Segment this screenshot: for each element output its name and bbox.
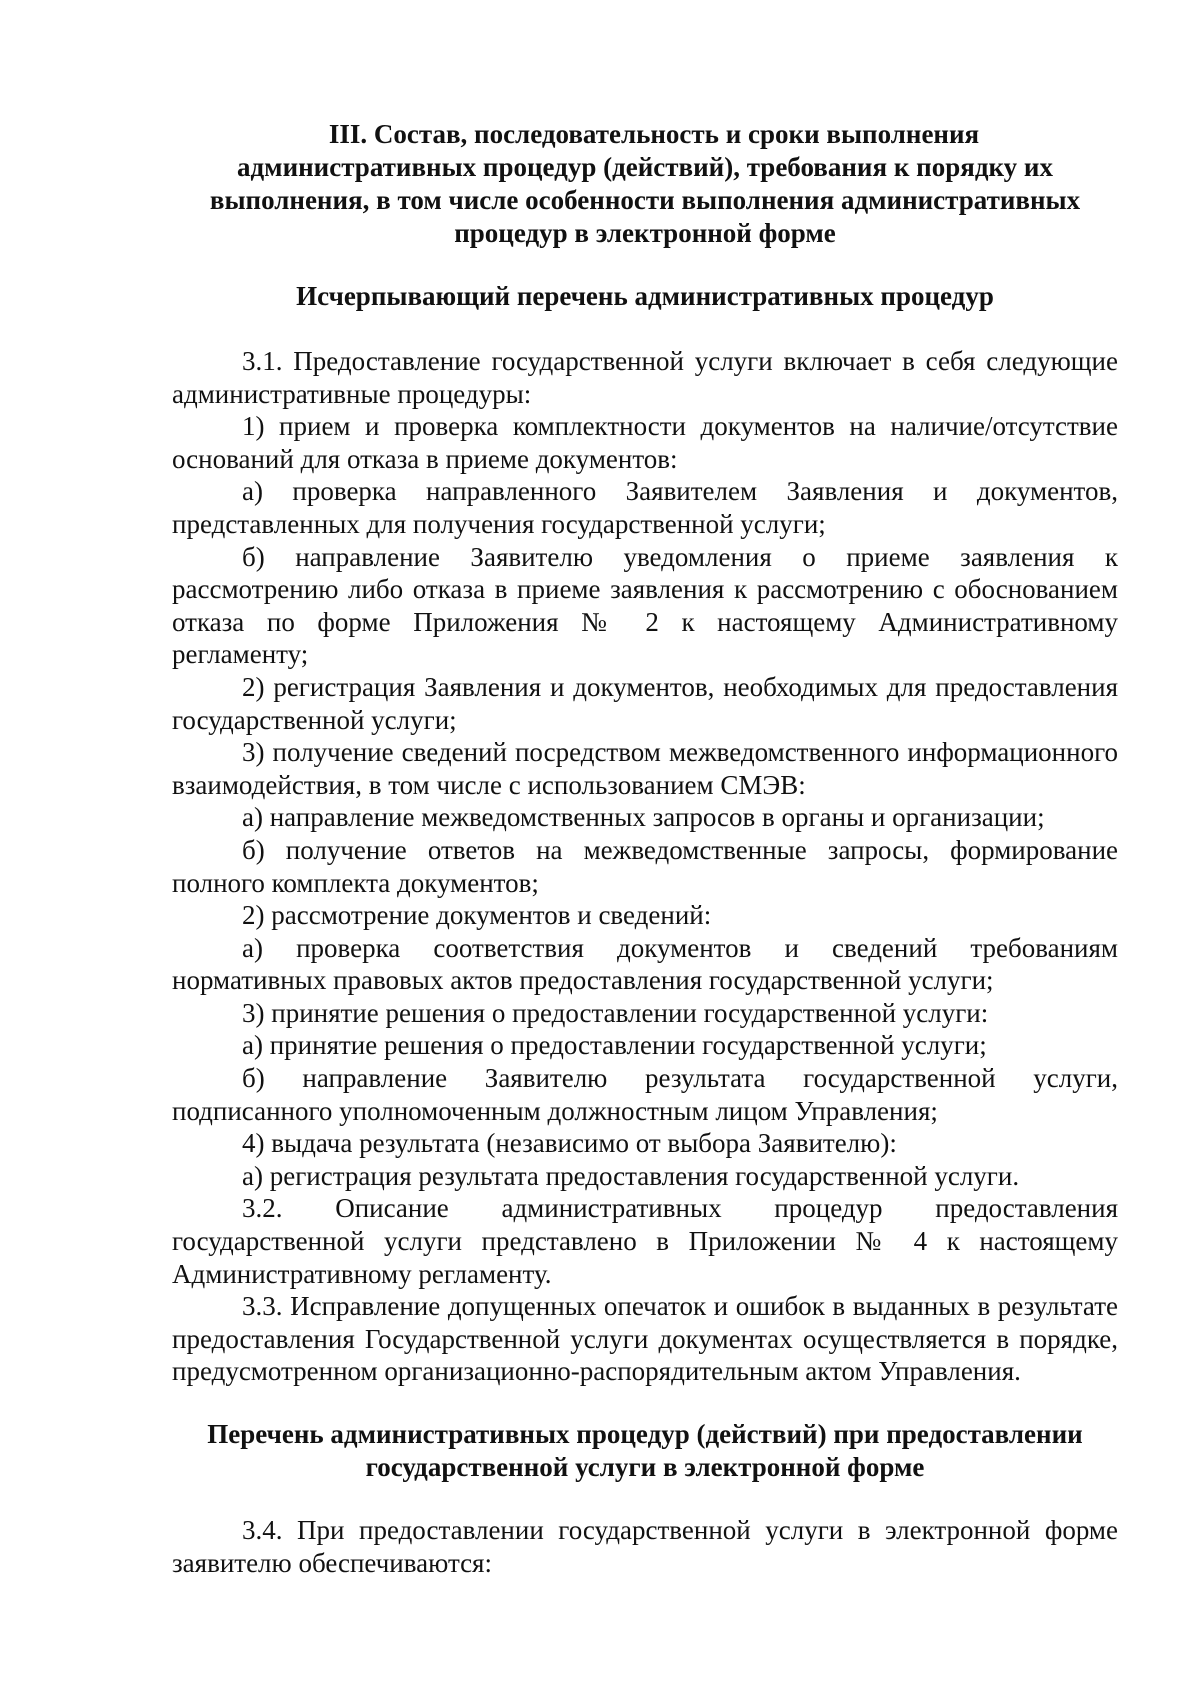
paragraphs-group-2 xyxy=(172,1514,1118,1579)
paragraph: 4) выдача результата (независимо от выбора Заявителю): xyxy=(242,1128,897,1159)
paragraph: 3) принятие решения о предоставлении государственной услуги: xyxy=(242,997,989,1028)
paragraph: 3.2. Описание административных процедур предоставления государственной услуги представлено в Приложении № 4 к настоящему Административному регламенту. xyxy=(172,1193,1118,1289)
paragraph: б) получение ответов на межведомственные запросы, формирование полного комплекта документов; xyxy=(172,834,1118,898)
paragraph: 2) регистрация Заявления и документов, необходимых для предоставления государственной услуги; xyxy=(172,671,1118,735)
paragraph: 1) прием и проверка комплектности документов на наличие/отсутствие оснований для отказа в приеме документов: xyxy=(172,411,1118,474)
paragraph: а) регистрация результата предоставления государственной услуги. xyxy=(242,1160,1020,1191)
section-heading-line: процедур в электронной форме xyxy=(454,218,836,248)
section-heading-line: III. Состав, последовательность и сроки выполнения xyxy=(328,119,980,149)
subheading-line: государственной услуги в электронной форме xyxy=(365,1452,925,1482)
paragraphs-group-1 xyxy=(172,345,1118,1388)
paragraph: 2) рассмотрение документов и сведений: xyxy=(242,900,712,931)
paragraph: 3.4. При предоставлении государственной услуги в электронной форме заявителю обеспечиваются: xyxy=(172,1515,1118,1578)
paragraph: 3) получение сведений посредством межведомственного информационного взаимодействия, в том числе с использованием СМЭВ: xyxy=(172,737,1118,800)
paragraph: б) направление Заявителю уведомления о приеме заявления к рассмотрению либо отказа в приеме заявления к рассмотрению с обоснованием отказа по форме Приложения № 2 к настоящему Административному регламенту; xyxy=(172,541,1118,670)
section-heading-line: выполнения, в том числе особенности выполнения административных xyxy=(209,185,1081,215)
paragraph: 3.1. Предоставление государственной услуги включает в себя следующие административные процедуры: xyxy=(172,346,1118,409)
document-page xyxy=(172,118,1118,1579)
paragraph: а) проверка направленного Заявителем Заявления и документов, представленных для получения государственной услуги; xyxy=(172,476,1118,539)
paragraph: б) направление Заявителю результата государственной услуги, подписанного уполномоченным должностным лицом Управления; xyxy=(172,1063,1118,1126)
subheading-procedures-list: Исчерпывающий перечень административных процедур xyxy=(296,281,994,311)
section-heading xyxy=(172,118,1118,250)
subheading-electronic-procedures xyxy=(172,1418,1118,1484)
paragraph: а) направление межведомственных запросов в органы и организации; xyxy=(242,802,1045,833)
paragraph: 3.3. Исправление допущенных опечаток и ошибок в выданных в результате предоставления Государственной услуги документах осуществляется в порядке, предусмотренном организационно-распорядительным актом Управления. xyxy=(172,1291,1118,1387)
paragraph: а) проверка соответствия документов и сведений требованиям нормативных правовых актов предоставления государственной услуги; xyxy=(172,932,1118,996)
section-heading-line: административных процедур (действий), требования к порядку их xyxy=(237,152,1053,182)
paragraph: а) принятие решения о предоставлении государственной услуги; xyxy=(242,1030,987,1061)
subheading-line: Перечень административных процедур (действий) при предоставлении xyxy=(207,1419,1083,1449)
